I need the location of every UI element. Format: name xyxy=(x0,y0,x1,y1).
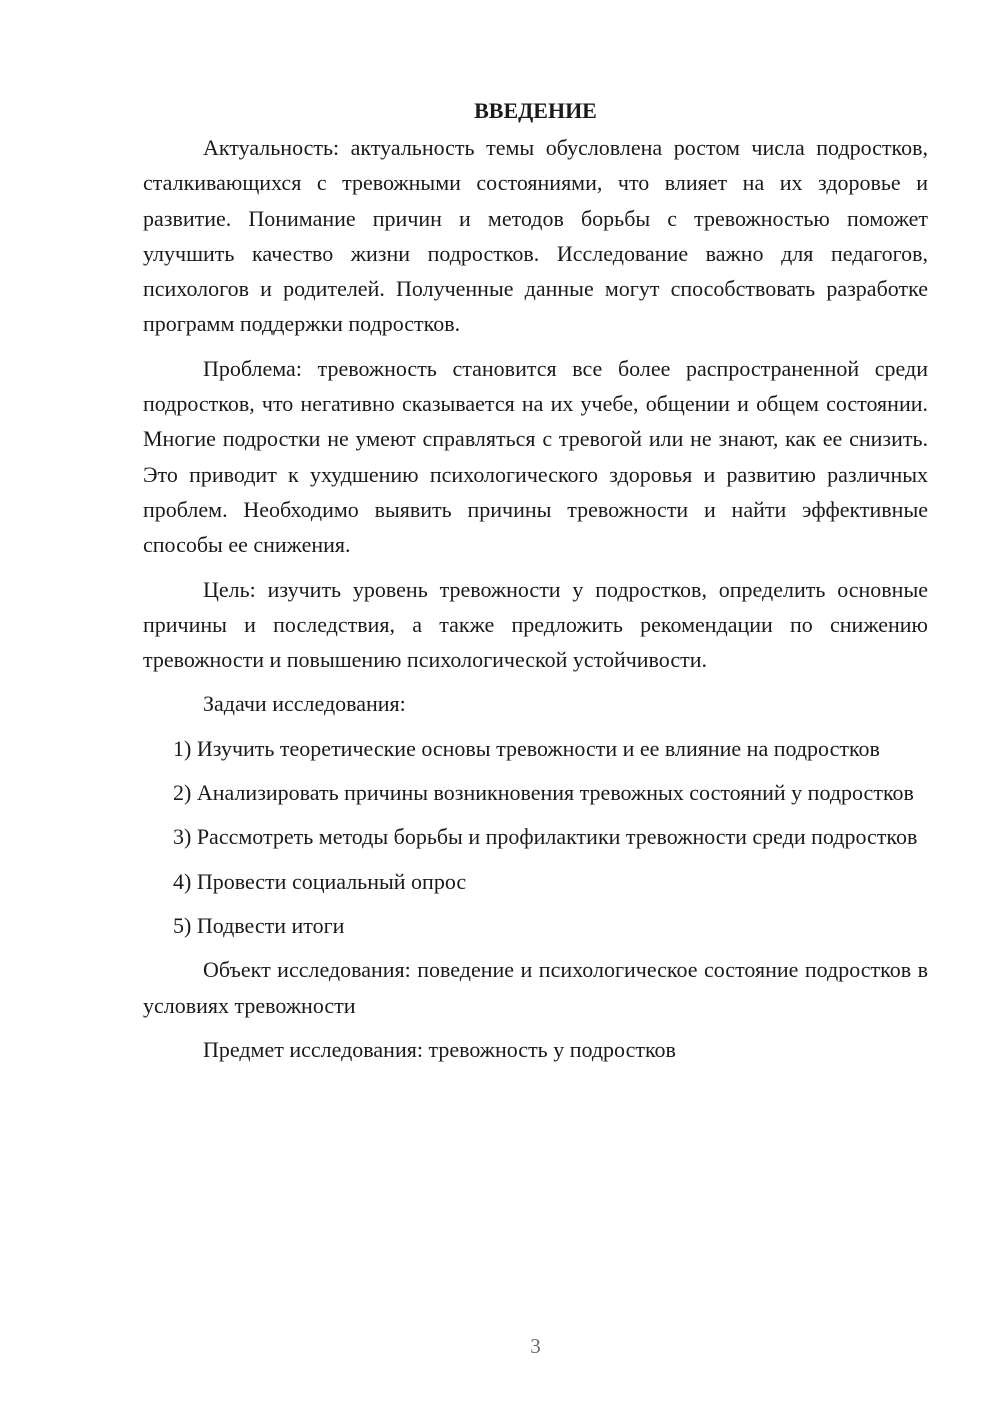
paragraph-object: Объект исследования: поведение и психологическое состояние подростков в условиях тревожности xyxy=(143,957,928,1018)
page-title: ВВЕДЕНИЕ xyxy=(474,98,597,123)
document-page xyxy=(143,96,928,1076)
task-item: 3) Рассмотреть методы борьбы и профилактики тревожности среди подростков xyxy=(173,824,918,850)
page-number: 3 xyxy=(530,1334,541,1358)
tasks-heading: Задачи исследования: xyxy=(203,691,406,717)
paragraph-subject: Предмет исследования: тревожность у подростков xyxy=(203,1036,676,1062)
paragraph-problem: Проблема: тревожность становится все более распространенной среди подростков, что негативно сказывается на их учебе, общении и общем состоянии. Многие подростки не умеют справляться с тревогой или не знают, как ее снизить. Это приводит к ухудшению психологического здоровья и развитию различных проблем. Необходимо выявить причины тревожности и найти эффективные способы ее снижения. xyxy=(143,355,928,558)
task-item: 5) Подвести итоги xyxy=(173,912,345,938)
paragraph-goal: Цель: изучить уровень тревожности у подростков, определить основные причины и последствия, а также предложить рекомендации по снижению тревожности и повышению психологической устойчивости. xyxy=(143,576,928,673)
task-item: 2) Анализировать причины возникновения тревожных состояний у подростков xyxy=(173,780,914,806)
task-item: 4) Провести социальный опрос xyxy=(173,868,467,894)
paragraph-relevance: Актуальность: актуальность темы обусловлена ростом числа подростков, сталкивающихся с тревожными состояниями, что влияет на их здоровье и развитие. Понимание причин и методов борьбы с тревожностью поможет улучшить качество жизни подростков. Исследование важно для педагогов, психологов и родителей. Полученные данные могут способствовать разработке программ поддержки подростков. xyxy=(143,135,928,337)
task-item: 1) Изучить теоретические основы тревожности и ее влияние на подростков xyxy=(173,735,880,761)
